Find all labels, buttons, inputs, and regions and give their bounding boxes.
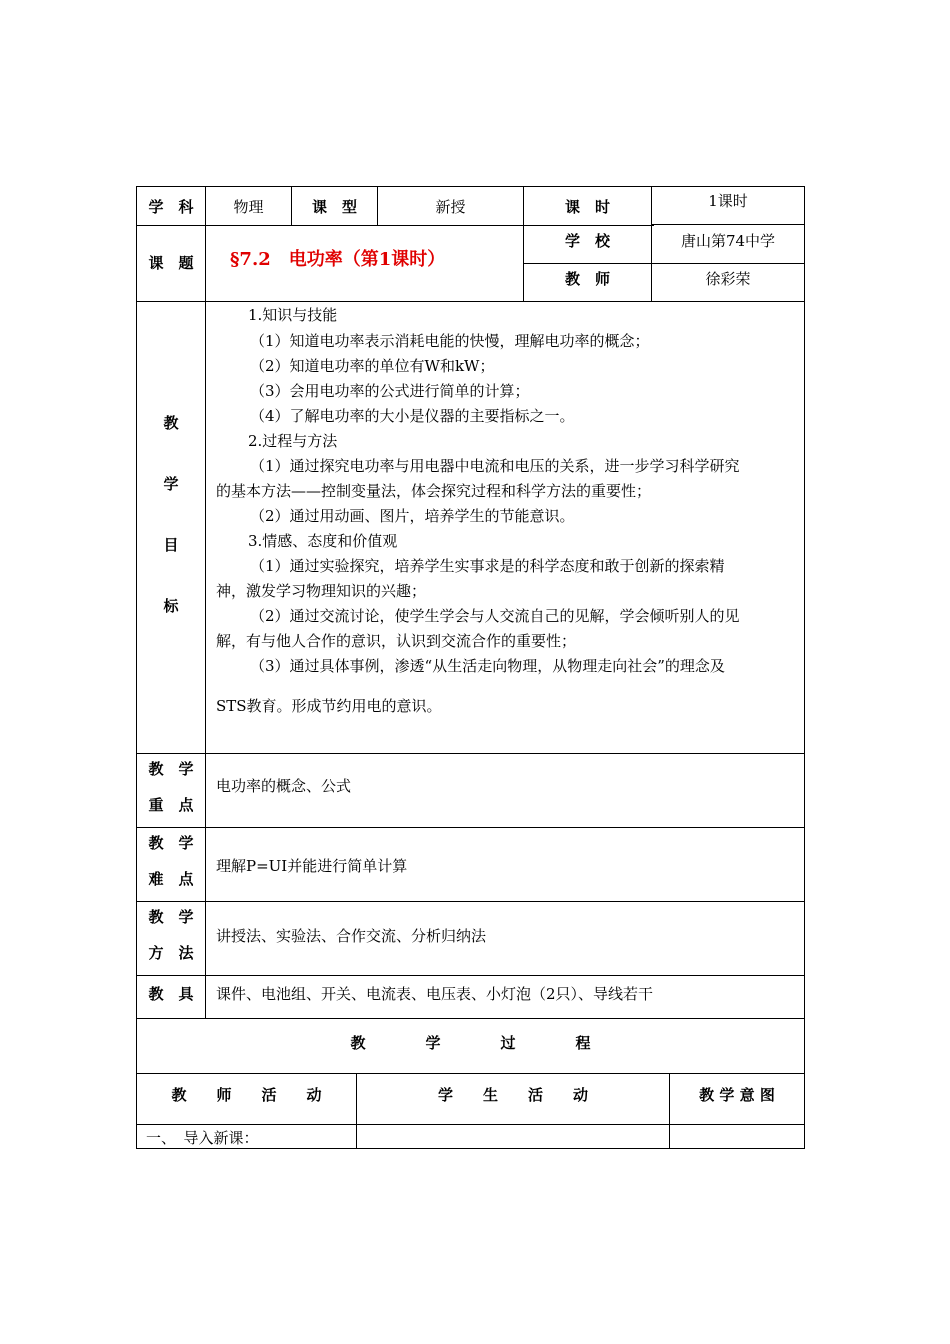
- difficulties-label-1: 教 学: [148, 834, 194, 852]
- subject-label: 学 科: [148, 198, 194, 216]
- objective-line: （3）通过具体事例，渗透“从生活走向物理，从物理走向社会”的理念及: [250, 657, 725, 675]
- school-label: 学 校: [564, 232, 610, 250]
- key-points-label-1: 教 学: [148, 760, 194, 778]
- objective-line: 2.过程与方法: [248, 432, 338, 450]
- objective-line: 解，有与他人合作的意识，认识到交流合作的重要性；: [216, 632, 577, 650]
- objective-line: 神，激发学习物理知识的兴趣；: [216, 582, 427, 600]
- period-value: 1课时: [708, 192, 748, 210]
- objective-line: （3）会用电功率的公式进行简单的计算；: [250, 382, 530, 400]
- difficulties-value: 理解P=UI并能进行简单计算: [216, 857, 408, 875]
- period-label: 课 时: [564, 198, 610, 216]
- objectives-label-4: 标: [163, 597, 179, 615]
- key-points-value: 电功率的概念、公式: [216, 777, 352, 795]
- objective-line: （4）了解电功率的大小是仪器的主要指标之一。: [250, 407, 575, 425]
- objective-line: （1）知道电功率表示消耗电能的快慢，理解电功率的概念；: [250, 332, 650, 350]
- lesson-type-value: 新授: [435, 198, 466, 216]
- subject-value: 物理: [233, 198, 264, 216]
- process-title: 教 学 过 程: [350, 1034, 591, 1052]
- key-points-label-2: 重 点: [148, 796, 194, 814]
- objective-line: 的基本方法——控制变量法，体会探究过程和科学方法的重要性；: [216, 482, 652, 500]
- methods-label-1: 教 学: [148, 908, 194, 926]
- objective-line: （1）通过实验探究，培养学生实事求是的科学态度和敢于创新的探索精: [250, 557, 725, 575]
- col-student-activity: 学 生 活 动: [437, 1086, 588, 1104]
- objective-line: STS教育。形成节约用电的意识。: [216, 697, 442, 715]
- teacher-label: 教 师: [564, 270, 610, 288]
- objectives-label-2: 学: [163, 475, 179, 493]
- intro-step: 一、 导入新课：: [146, 1129, 259, 1147]
- objective-line: （2）通过用动画、图片，培养学生的节能意识。: [250, 507, 575, 525]
- topic-title: §7.2 电功率（第1课时）: [230, 249, 446, 270]
- lesson-type-label: 课 型: [311, 198, 357, 216]
- objectives-label-3: 目: [163, 536, 179, 554]
- tools-value: 课件、电池组、开关、电流表、电压表、小灯泡（2只）、导线若干: [216, 985, 654, 1003]
- objective-line: （2）通过交流讨论，使学生学会与人交流自己的见解，学会倾听别人的见: [250, 607, 740, 625]
- objectives-label-1: 教: [163, 414, 179, 432]
- objective-line: 3.情感、态度和价值观: [248, 532, 398, 550]
- teacher-value: 徐彩荣: [705, 270, 751, 288]
- objective-line: （1）通过探究电功率与用电器中电流和电压的关系，进一步学习科学研究: [250, 457, 740, 475]
- col-teacher-activity: 教 师 活 动: [171, 1086, 322, 1104]
- methods-label-2: 方 法: [148, 944, 194, 962]
- methods-value: 讲授法、实验法、合作交流、分析归纳法: [216, 927, 487, 945]
- col-teaching-intent: 教 学 意 图: [699, 1086, 775, 1104]
- topic-label: 课 题: [148, 254, 194, 272]
- school-value: 唐山第74中学: [680, 232, 776, 250]
- objective-line: 1.知识与技能: [248, 306, 338, 324]
- tools-label: 教 具: [148, 985, 194, 1003]
- objective-line: （2）知道电功率的单位有W和kW；: [250, 357, 495, 375]
- difficulties-label-2: 难 点: [148, 870, 194, 888]
